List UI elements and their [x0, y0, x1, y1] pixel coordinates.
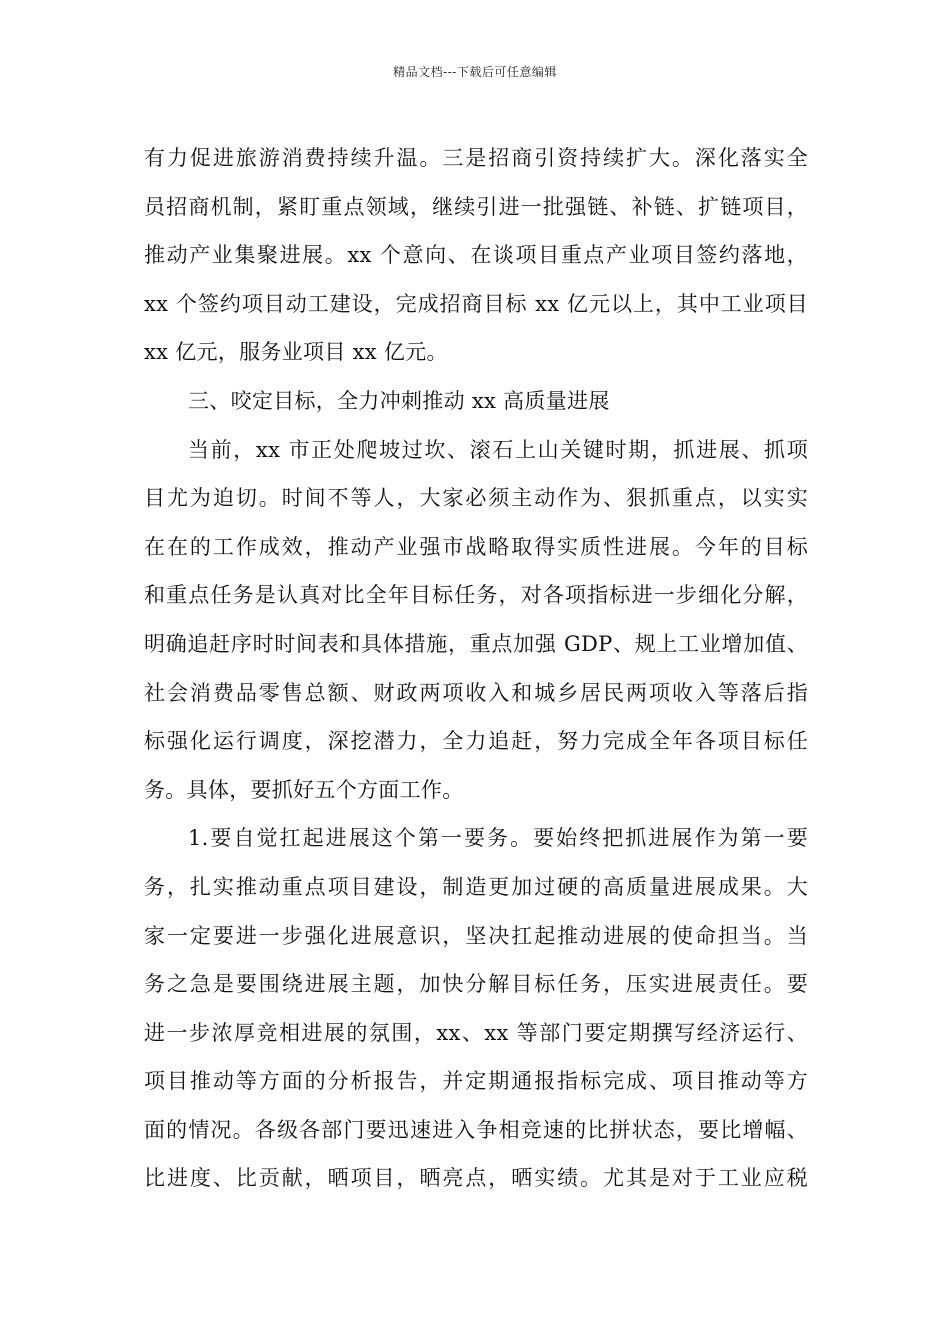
text-line: 务，扎实推动重点项目建设，制造更加过硬的高质量进展成果。大	[144, 874, 808, 899]
text-line: 标强化运行调度，深挖潜力，全力追赶，努力完成全年各项目标任	[144, 729, 808, 754]
text-line: 社会消费品零售总额、财政两项收入和城乡居民两项收入等落后指	[144, 680, 808, 705]
text-line: 在在的工作成效，推动产业强市战略取得实质性进展。今年的目标	[144, 534, 808, 559]
text-line: 家一定要进一步强化进展意识，坚决扛起推动进展的使命担当。当	[144, 923, 808, 948]
text-line: 明确追赶序时时间表和具体措施，重点加强 GDP、规上工业增加值、	[144, 631, 808, 656]
text-line: 比进度、比贡献，晒项目，晒亮点，晒实绩。尤其是对于工业应税	[144, 1166, 808, 1191]
text-line: 面的情况。各级各部门要迅速进入争相竞速的比拼状态，要比增幅、	[144, 1117, 808, 1142]
text-line: 进一步浓厚竞相进展的氛围，xx、xx 等部门要定期撰写经济运行、	[144, 1020, 808, 1045]
text-line: 目尤为迫切。时间不等人，大家必须主动作为、狠抓重点，以实实	[144, 486, 808, 511]
text-line: 推动产业集聚进展。xx 个意向、在谈项目重点产业项目签约落地，	[144, 243, 808, 268]
paragraph-3	[144, 426, 808, 815]
text-line: 和重点任务是认真对比全年目标任务，对各项指标进一步细化分解，	[144, 583, 808, 608]
text-line: xx 亿元，服务业项目 xx 亿元。	[144, 340, 448, 365]
paragraph-4	[144, 814, 808, 1203]
text-line: 1.要自觉扛起进展这个第一要务。要始终把抓进展作为第一要	[188, 826, 808, 851]
text-line: 三、咬定目标，全力冲刺推动 xx 高质量进展	[188, 388, 610, 413]
text-line: xx 个签约项目动工建设，完成招商目标 xx 亿元以上，其中工业项目	[144, 291, 808, 316]
document-body	[144, 134, 808, 1203]
text-line: 务。具体，要抓好五个方面工作。	[144, 777, 464, 802]
paragraph-1	[144, 134, 808, 377]
text-line: 有力促进旅游消费持续升温。三是招商引资持续扩大。深化落实全	[144, 146, 808, 170]
section-heading	[144, 377, 808, 426]
text-line: 项目推动等方面的分析报告，并定期通报指标完成、项目推动等方	[144, 1069, 808, 1094]
text-line: 员招商机制，紧盯重点领域，继续引进一批强链、补链、扩链项目，	[144, 194, 808, 219]
page-header: 精品文档---下载后可任意编辑	[393, 65, 557, 79]
text-line: 当前，xx 市正处爬坡过坎、滚石上山关键时期，抓进展、抓项	[188, 437, 808, 462]
text-line: 务之急是要围绕进展主题，加快分解目标任务，压实进展责任。要	[144, 972, 808, 997]
